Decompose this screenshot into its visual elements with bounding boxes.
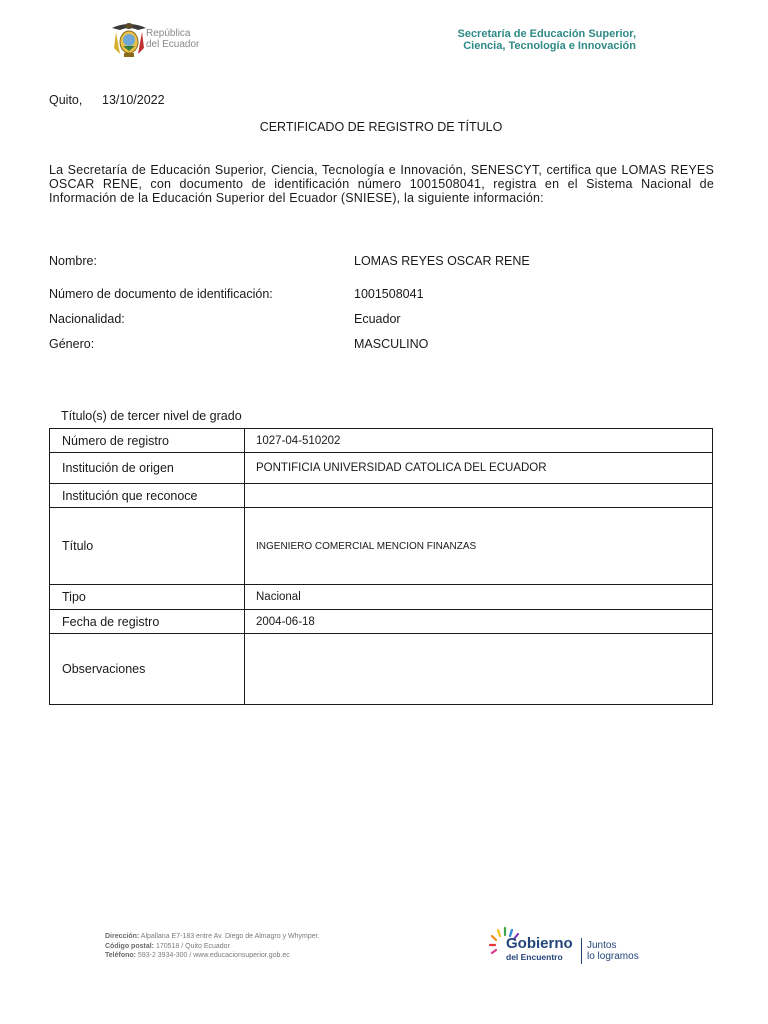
gobierno-slogan: Juntos lo logramos: [587, 940, 639, 962]
gobierno-subtitle: del Encuentro: [506, 952, 563, 962]
nationality-value: Ecuador: [354, 312, 401, 326]
table-row: [50, 508, 713, 585]
republica-del-ecuador-logo-text: República del Ecuador: [146, 28, 200, 50]
table-row: [50, 610, 713, 634]
registration-number-label: Número de registro: [50, 429, 245, 453]
origin-institution-value: PONTIFICIA UNIVERSIDAD CATOLICA DEL ECUADOR: [245, 453, 713, 484]
senescyt-logo-text: Secretaría de Educación Superior, Ciencia, Tecnología e Innovación: [457, 28, 636, 52]
degree-table: [49, 428, 713, 705]
date-line: [49, 93, 165, 107]
table-row: [50, 634, 713, 705]
observations-value: [245, 634, 713, 705]
id-value: 1001508041: [354, 287, 424, 301]
degree-title-label: Título: [50, 508, 245, 585]
registration-date-value: 2004-06-18: [245, 610, 713, 634]
table-row: [50, 585, 713, 610]
origin-institution-label: Institución de origen: [50, 453, 245, 484]
gobierno-title: Gobierno: [506, 935, 573, 952]
degree-title-value: INGENIERO COMERCIAL MENCION FINANZAS: [245, 508, 713, 585]
id-label: Número de documento de identificación:: [49, 287, 273, 301]
name-label: Nombre:: [49, 254, 97, 268]
document-title: CERTIFICADO DE REGISTRO DE TÍTULO: [259, 120, 503, 134]
name-value: LOMAS REYES OSCAR RENE: [354, 254, 530, 268]
registration-date-label: Fecha de registro: [50, 610, 245, 634]
recognizing-institution-label: Institución que reconoce: [50, 484, 245, 508]
intro-paragraph: La Secretaría de Educación Superior, Ciencia, Tecnología e Innovación, SENESCYT, certifica que LOMAS REYES OSCAR RENE, con documento de identificación número 1001508041, registra en el Sistema Nacional de Información de la Educación Superior del Ecuador (SNIESE), la siguiente información:: [49, 163, 714, 205]
table-row: [50, 453, 713, 484]
date: 13/10/2022: [102, 93, 165, 107]
ecuador-coat-of-arms-icon: [108, 18, 150, 60]
table-row: [50, 484, 713, 508]
footer-address: Dirección: Alpallana E7-183 entre Av. Diego de Almagro y Whymper. Código postal: 170518 / Quito Ecuador Teléfono: 593-2 3934-300 / www.educacionsuperior.gob.ec: [105, 933, 320, 959]
registration-number-value: 1027-04-510202: [245, 429, 713, 453]
type-label: Tipo: [50, 585, 245, 610]
gender-label: Género:: [49, 337, 95, 351]
observations-label: Observaciones: [50, 634, 245, 705]
recognizing-institution-value: [245, 484, 713, 508]
footer-divider: [581, 938, 582, 964]
gender-value: MASCULINO: [354, 337, 429, 351]
degree-table-caption: Título(s) de tercer nivel de grado: [61, 409, 242, 423]
city: Quito,: [49, 93, 83, 107]
nationality-label: Nacionalidad:: [49, 312, 125, 326]
table-row: [50, 429, 713, 453]
type-value: Nacional: [245, 585, 713, 610]
